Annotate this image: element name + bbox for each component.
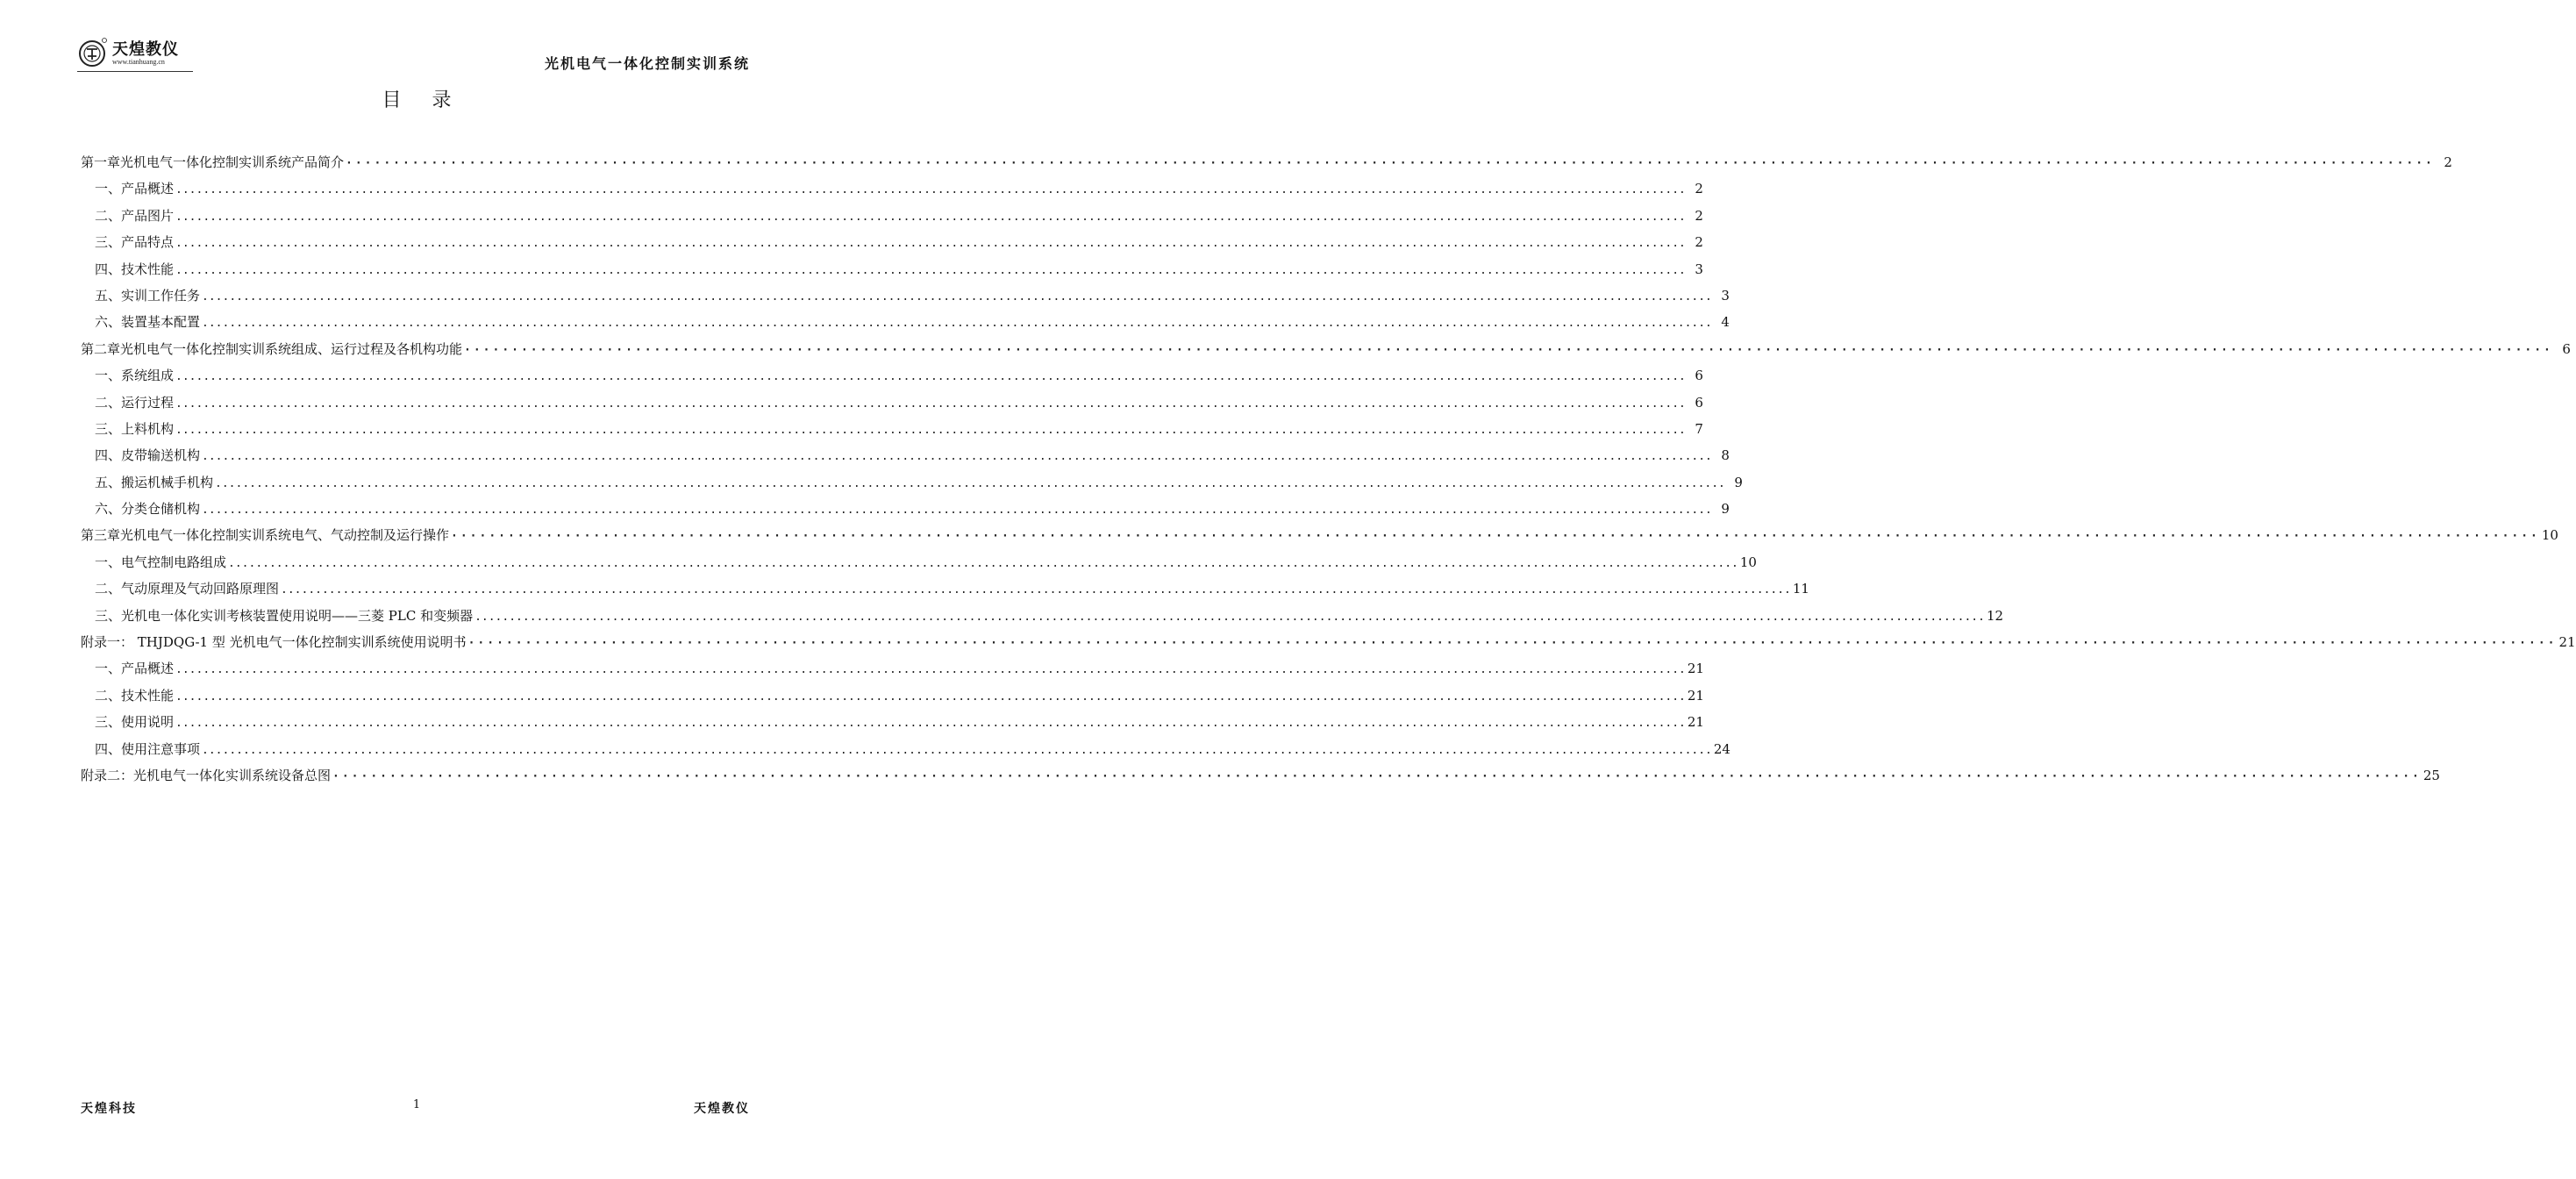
toc-dot-leader: ............................................................................................................................................................................................................................ [202,743,1712,757]
toc-page-number: 10 [1739,554,1757,570]
toc-dot-leader: ............................................................................................................................................................................................................................ [475,610,1985,624]
toc-dot-leader: ............................................................................................................................................................................................................................ [175,663,1686,677]
toc-section-entry[interactable] [81,442,1730,468]
toc-dot-leader: ............................................................................................................................................................................................................................ [175,210,1686,224]
toc-section-entry[interactable] [81,549,1757,575]
toc-section-entry[interactable] [81,469,1743,496]
footer-right-text: 天煌教仪 [694,1102,750,1116]
toc-dot-leader: ............................................................................................................................................................................................................................ [175,183,1686,197]
logo-divider [77,71,193,72]
toc-entry-label: 四、使用注意事项 [95,740,201,757]
toc-section-entry[interactable] [81,309,1730,335]
toc-dot-leader: ............................................................................................................................................................................................................................ [228,556,1738,570]
toc-entry-label: 一、产品概述 [95,661,175,677]
footer-page-number: 1 [412,1098,421,1111]
toc-entry-label: 三、光机电一体化实训考核装置使用说明——三菱 PLC 和变频器 [95,607,474,624]
toc-dot-leader: ............................................................................................................................................................................................................................ [175,237,1686,251]
toc-entry-label: 二、运行过程 [95,394,175,411]
toc-section-entry[interactable] [81,203,1703,229]
toc-section-entry[interactable] [81,709,1704,735]
toc-entry-label: 五、搬运机械手机构 [95,474,214,490]
toc-chapter-entry[interactable] [81,522,2558,548]
header-title: 光机电气一体化控制实训系统 [544,55,750,72]
toc-dot-leader: ···························································································································································································································· [451,530,2540,544]
toc-section-entry[interactable] [81,282,1730,309]
toc-page-number: 2 [1695,181,1703,197]
toc-entry-label: 第二章光机电气一体化控制实训系统组成、运行过程及各机构功能 [81,340,463,357]
toc-entry-label: 三、上料机构 [95,420,175,437]
toc-section-entry[interactable] [81,175,1703,202]
footer-left-text: 天煌科技 [81,1102,137,1116]
toc-dot-leader: ............................................................................................................................................................................................................................ [175,423,1686,437]
toc-chapter-entry[interactable] [81,149,2452,175]
toc-dot-leader: ···························································································································································································································· [464,343,2553,357]
toc-page-number: 6 [1695,368,1703,384]
toc-entry-label: 六、分类仓储机构 [95,501,201,518]
toc-chapter-entry[interactable] [81,629,2576,655]
logo-url: www.tianhuang.cn [112,58,165,66]
toc-page-number: 7 [1695,420,1703,437]
toc-entry-label: 第一章光机电气一体化控制实训系统产品简介 [81,154,345,170]
toc-section-entry[interactable] [81,229,1703,255]
toc-page-number: 9 [1734,474,1743,490]
toc-page-number: 24 [1713,740,1730,757]
toc-dot-leader: ............................................................................................................................................................................................................................ [175,717,1686,731]
toc-page-number: 3 [1695,261,1703,277]
toc-entry-label: 附录一： THJDQG-1 型 光机电气一体化控制实训系统使用说明书 [81,634,467,651]
toc-page-number: 4 [1721,314,1730,331]
toc-entry-label: 附录二：光机电气一体化实训系统设备总图 [81,767,332,783]
toc-page-number: 10 [2541,527,2558,544]
toc-dot-leader: ............................................................................................................................................................................................................................ [202,289,1712,304]
toc-page-number: 12 [1986,607,2004,624]
toc-chapter-entry[interactable] [81,336,2571,362]
page-header [0,0,833,83]
toc-entry-label: 六、装置基本配置 [95,314,201,331]
toc-entry-label: 三、产品特点 [95,234,175,251]
toc-page-number: 2 [2444,154,2452,170]
toc-entry-label: 五、实训工作任务 [95,287,201,304]
company-logo [77,35,193,74]
toc-entry-label: 四、技术性能 [95,261,175,277]
toc-dot-leader: ............................................................................................................................................................................................................................ [202,317,1712,331]
toc-page-number: 21 [1687,661,1704,677]
toc-page-number: 21 [1687,714,1704,731]
toc-page-number: 3 [1721,287,1730,304]
toc-section-entry[interactable] [81,256,1703,282]
toc-dot-leader: ............................................................................................................................................................................................................................ [202,504,1712,518]
toc-entry-label: 一、产品概述 [95,181,175,197]
toc-dot-leader: ···························································································································································································································· [332,769,2422,783]
toc-section-entry[interactable] [81,389,1703,416]
toc-dot-leader: ............................................................................................................................................................................................................................ [215,476,1725,490]
toc-chapter-entry[interactable] [81,762,2440,789]
toc-entry-label: 四、皮带输送机构 [95,447,201,464]
toc-page-number: 11 [1792,581,1809,597]
toc-dot-leader: ............................................................................................................................................................................................................................ [281,583,1791,597]
logo-name: 天煌教仪 [112,40,179,59]
toc-dot-leader: ............................................................................................................................................................................................................................ [175,690,1686,704]
toc-entry-label: 二、产品图片 [95,207,175,224]
toc-dot-leader: ···························································································································································································································· [346,157,2435,170]
toc-section-entry[interactable] [81,682,1704,709]
toc-page-number: 21 [1687,687,1704,704]
toc-page-number: 21 [2558,634,2576,651]
toc-entry-label: 第三章光机电气一体化控制实训系统电气、气动控制及运行操作 [81,527,450,544]
toc-dot-leader: ···························································································································································································································· [467,637,2558,651]
toc-entry-label: 一、系统组成 [95,368,175,384]
toc-entry-label: 三、使用说明 [95,714,175,731]
toc-entry-label: 一、电气控制电路组成 [95,554,227,570]
toc-dot-leader: ............................................................................................................................................................................................................................ [175,397,1686,411]
toc-entry-label: 二、气动原理及气动回路原理图 [95,581,280,597]
document-title: 目 录 [382,89,464,111]
toc-dot-leader: ............................................................................................................................................................................................................................ [175,370,1686,384]
table-of-contents [81,149,2576,789]
toc-page-number: 2 [1695,234,1703,251]
toc-page-number: 9 [1721,501,1730,518]
toc-dot-leader: ............................................................................................................................................................................................................................ [175,263,1686,277]
toc-section-entry[interactable] [81,736,1730,762]
toc-page-number: 8 [1721,447,1730,464]
toc-section-entry[interactable] [81,655,1704,682]
toc-page-number: 6 [1695,394,1703,411]
toc-section-entry[interactable] [81,416,1703,442]
logo-emblem-icon [77,37,109,68]
toc-section-entry[interactable] [81,496,1730,522]
toc-page-number: 6 [2562,340,2571,357]
toc-section-entry[interactable] [81,575,1809,602]
toc-page-number: 25 [2423,767,2440,783]
toc-section-entry[interactable] [81,362,1703,389]
toc-page-number: 2 [1695,207,1703,224]
toc-entry-label: 二、技术性能 [95,687,175,704]
toc-section-entry[interactable] [81,603,2004,629]
toc-dot-leader: ............................................................................................................................................................................................................................ [202,450,1712,464]
